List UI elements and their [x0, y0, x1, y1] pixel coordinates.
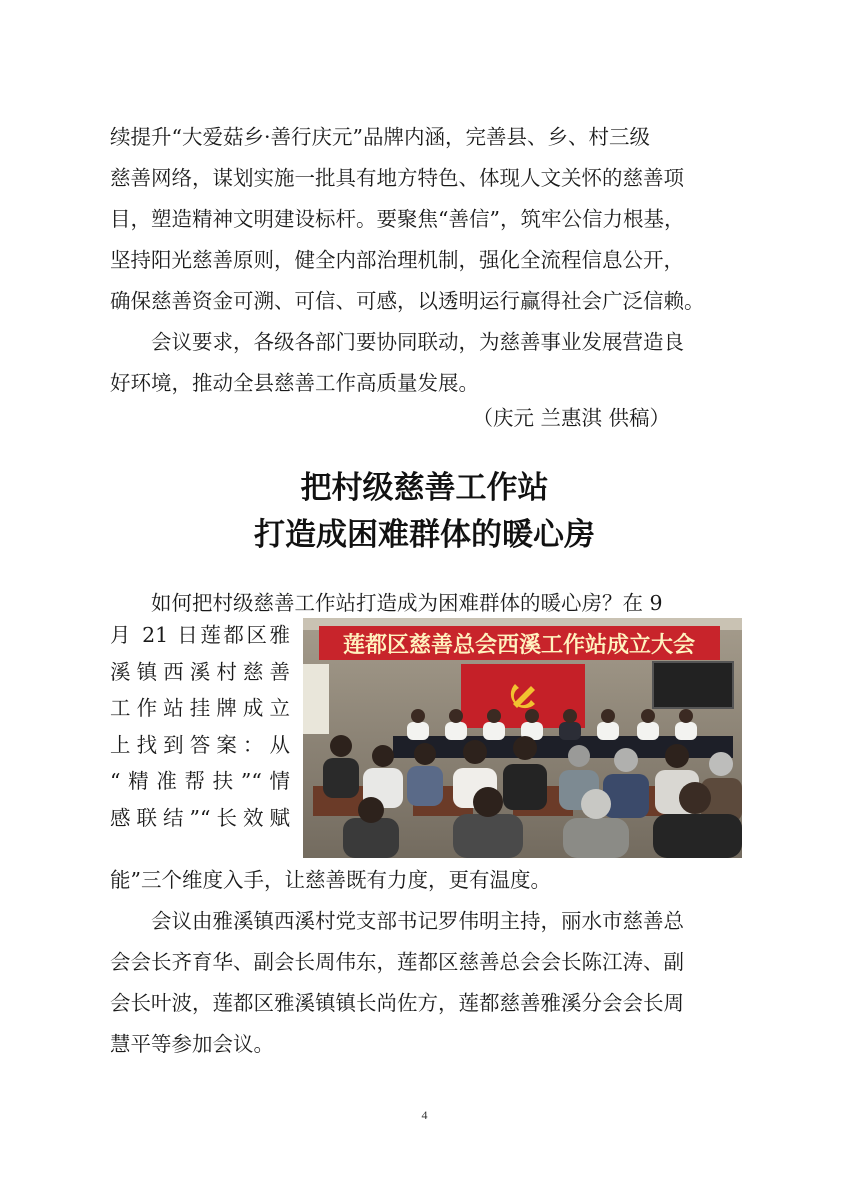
banner-text: 莲都区慈善总会西溪工作站成立大会	[342, 633, 696, 658]
lead-wrapped-line-4: 上找到答案：从	[110, 732, 290, 757]
lead-last-line: 能”三个维度入手，让慈善既有力度，更有温度。	[110, 868, 551, 892]
lead-wrapped-line-1: 月 21 日莲都区雅	[110, 623, 290, 647]
meeting-paragraph	[110, 901, 740, 1065]
meeting-line-4: 慧平等参加会议。	[110, 1032, 274, 1056]
intro-line-4: 坚持阳光慈善原则，健全内部治理机制，强化全流程信息公开，	[110, 248, 684, 272]
lead-last-line-block	[110, 860, 740, 901]
lead-wrapped-line-5: “精准帮扶”“情	[110, 769, 290, 793]
meeting-line-1: 会议由雅溪镇西溪村党支部书记罗伟明主持，丽水市慈善总	[151, 909, 684, 933]
article-title-line-2: 打造成困难群体的暖心房	[254, 517, 595, 553]
intro-line-3: 目，塑造精神文明建设标杆。要聚焦“善信”，筑牢公信力根基，	[110, 207, 685, 231]
requirement-line-1: 会议要求，各级各部门要协同联动，为慈善事业发展营造良	[151, 330, 684, 354]
page-number: 4	[421, 1108, 428, 1122]
lead-wrapped-line-3: 工作站挂牌成立	[110, 696, 290, 720]
meeting-photo-illustration	[303, 618, 742, 858]
requirement-paragraph	[110, 322, 740, 404]
intro-line-5: 确保慈善资金可溯、可信、可感，以透明运行赢得社会广泛信赖。	[110, 289, 705, 313]
meeting-photo	[303, 618, 742, 858]
article-title-line-1: 把村级慈善工作站	[300, 470, 549, 506]
lead-wrapped-line-2: 溪镇西溪村慈善	[110, 659, 290, 684]
intro-paragraph	[110, 117, 740, 322]
meeting-line-2: 会会长齐育华、副会长周伟东，莲都区慈善总会会长陈江涛、副	[110, 950, 684, 974]
intro-line-1: 续提升“大爱菇乡·善行庆元”品牌内涵，完善县、乡、村三级	[110, 125, 650, 149]
requirement-line-2: 好环境，推动全县慈善工作高质量发展。	[110, 371, 479, 395]
meeting-line-3: 会长叶波，莲都区雅溪镇镇长尚佐方，莲都慈善雅溪分会会长周	[110, 991, 684, 1015]
lead-wrapped-text	[110, 617, 290, 836]
lead-wrapped-line-6: 感联结”“长效赋	[110, 805, 290, 830]
intro-line-2: 慈善网络，谋划实施一批具有地方特色、体现人文关怀的慈善项	[110, 166, 684, 190]
lead-first-line: 如何把村级慈善工作站打造成为困难群体的暖心房？在 9	[151, 591, 663, 615]
article-credit: （庆元 兰惠淇 供稿）	[472, 406, 670, 430]
